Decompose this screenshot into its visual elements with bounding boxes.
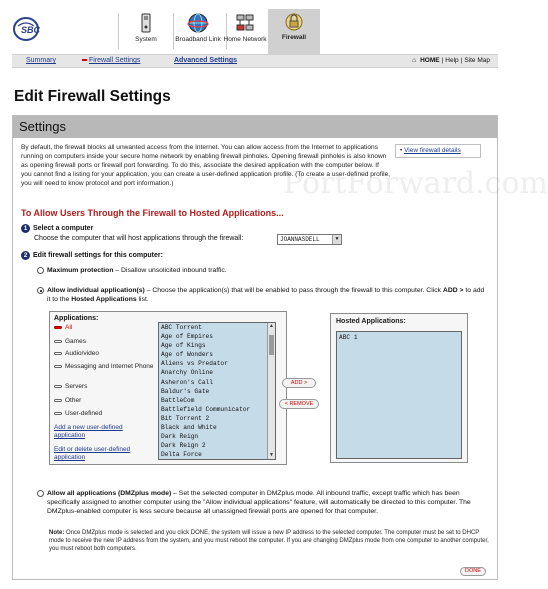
dmzplus-radio[interactable] — [37, 490, 44, 497]
category-audio-video[interactable]: Audio/video — [54, 350, 99, 358]
hosted-applications-title: Hosted Applications: — [336, 318, 406, 325]
list-item[interactable]: Aliens vs Predator — [161, 360, 228, 368]
view-firewall-details-link[interactable]: View firewall details — [404, 147, 461, 154]
page-title: Edit Firewall Settings — [14, 88, 171, 105]
list-item[interactable]: ABC 1 — [339, 334, 358, 341]
category-games[interactable]: Games — [54, 338, 86, 346]
list-item[interactable]: BattleCom — [161, 396, 195, 404]
intro-text: By default, the firewall blocks all unwanted access from the Internet. You can allow access from the Internet to applications running on computers inside your secure home network by enabling firewall pinholes. Opening firewall pinholes is also known as opening firewall ports or firewall port forwarding. To do this, associate the desired application with the computer below. If you cannot find a listing for your application, you can create a user-defined application profile. (To create a user-defined profile, you will need to know protocol and port information.) — [21, 144, 391, 187]
advanced-settings-link[interactable]: Advanced Settings — [174, 57, 238, 64]
home-link[interactable]: HOME — [420, 57, 440, 64]
category-pill-icon — [54, 326, 62, 329]
globe-icon — [187, 12, 209, 34]
sbc-logo — [12, 14, 58, 44]
add-user-defined-link[interactable]: Add a new user-defined application — [54, 424, 123, 439]
dmzplus-note: Note: Once DMZplus mode is selected and you click DONE, the system will issue a new IP address to the selected computer. The computer must be set to DHCP mode to receive the new IP address from the system, and you must reboot the computer. If you are changing DMZplus mode from one computer to another computer, you must reboot both computers. — [49, 530, 489, 552]
tab-firewall[interactable] — [268, 9, 320, 54]
tab-home-network[interactable] — [219, 11, 271, 53]
chevron-down-icon: ▼ — [332, 235, 341, 244]
list-item[interactable]: Asheron's Call — [161, 378, 213, 386]
step-2-badge: 2 — [21, 251, 30, 260]
scrollbar-thumb[interactable] — [269, 335, 274, 355]
list-item[interactable]: Anarchy Online — [161, 369, 213, 377]
category-pill-icon — [54, 340, 62, 343]
category-pill-icon — [54, 352, 62, 355]
list-item[interactable]: Dark Reign 2 — [161, 442, 206, 450]
bullet-icon: • — [400, 147, 405, 154]
tab-system[interactable] — [120, 11, 172, 53]
list-item[interactable]: Black and White — [161, 424, 217, 432]
summary-link[interactable]: Summary — [26, 57, 56, 64]
done-button[interactable]: DONE — [460, 567, 486, 576]
category-pill-icon — [54, 365, 62, 368]
scroll-up-icon[interactable]: ▲ — [269, 323, 274, 329]
list-item[interactable]: Baldur's Gate — [161, 387, 210, 395]
computer-select[interactable] — [277, 234, 342, 245]
scroll-down-icon[interactable]: ▼ — [269, 452, 274, 458]
list-item[interactable]: Age of Kings — [161, 342, 206, 350]
tab-firewall-label: Firewall — [281, 34, 307, 41]
list-item[interactable]: Bit Torrent 2 — [161, 414, 210, 422]
step-1-badge: 1 — [21, 224, 30, 233]
panel-title: Settings — [13, 116, 497, 138]
category-other[interactable]: Other — [54, 397, 81, 405]
step-1-title: Select a computer — [33, 225, 94, 232]
list-item[interactable]: Age of Empires — [161, 333, 213, 341]
tab-broadband-label: Broadband Link — [175, 36, 221, 43]
list-item[interactable]: Age of Wonders — [161, 351, 213, 359]
tab-home-network-label: Home Network — [223, 36, 267, 43]
add-button[interactable]: ADD > — [282, 378, 316, 388]
nav-divider — [118, 13, 119, 49]
category-messaging[interactable]: Messaging and Internet Phone — [54, 363, 154, 371]
home-icon: ⌂ — [412, 57, 417, 64]
list-item[interactable]: Delta Force — [161, 451, 202, 459]
edit-user-defined-link[interactable]: Edit or delete user-defined application — [54, 446, 131, 461]
category-pill-icon — [54, 399, 62, 402]
logo-text: SBC — [21, 25, 41, 35]
category-user-defined[interactable]: User-defined — [54, 410, 102, 418]
list-item[interactable]: ABC Torrent — [161, 324, 202, 331]
watermark: PortForward.com — [283, 166, 548, 201]
list-item[interactable]: Dark Reign — [161, 433, 199, 441]
step-1-text: Choose the computer that will host applications through the firewall: — [34, 235, 244, 242]
network-icon — [234, 12, 256, 34]
hosted-applications-list[interactable] — [336, 331, 462, 459]
applications-scrollbar[interactable] — [267, 323, 275, 459]
current-page-marker — [82, 59, 87, 61]
sub-navigation — [12, 54, 498, 68]
lock-icon — [283, 10, 305, 32]
remove-button[interactable]: < REMOVE — [279, 399, 319, 409]
section-heading: To Allow Users Through the Firewall to Hosted Applications... — [21, 208, 284, 218]
max-protection-label: Maximum protection – Disallow unsolicited inbound traffic. — [47, 267, 227, 274]
tab-system-label: System — [135, 36, 157, 43]
category-pill-icon — [54, 412, 62, 415]
firewall-settings-label: Firewall Settings — [89, 57, 141, 64]
applications-list[interactable] — [158, 322, 276, 460]
allow-individual-radio[interactable] — [37, 287, 44, 294]
step-2-title: Edit firewall settings for this computer: — [33, 252, 163, 259]
category-pill-icon — [54, 385, 62, 388]
phone-icon — [135, 12, 157, 34]
max-protection-radio[interactable] — [37, 267, 44, 274]
computer-select-value: JOANNASDELL — [280, 236, 320, 243]
step-1-heading — [21, 224, 93, 233]
category-all[interactable]: All — [54, 324, 72, 332]
site-map-link[interactable]: Site Map — [464, 57, 490, 64]
firewall-settings-link[interactable] — [82, 57, 140, 64]
applications-box — [49, 311, 287, 465]
allow-individual-label: Allow individual application(s) – Choose the application(s) that will be enabled to pass through the firewall to this computer. Click ADD > to add it to the Hosted Applications list. — [47, 287, 485, 303]
settings-panel — [12, 115, 548, 580]
hosted-applications-box — [330, 313, 468, 463]
applications-title: Applications: — [54, 315, 99, 322]
dmzplus-label: Allow all applications (DMZplus mode) – Set the selected computer in DMZplus mode. All inbound traffic, except traffic which has been specifically assigned to another computer using the "Allow individual applications" feature, will automatically be directed to this computer. The DMZplus-enabled computer is less secure because all unassigned firewall ports are opened for that computer. — [47, 490, 471, 515]
view-details-box — [395, 144, 481, 158]
list-item[interactable]: Battlefield Communicator — [161, 405, 251, 413]
category-servers[interactable]: Servers — [54, 383, 87, 391]
help-link[interactable]: Help — [445, 57, 459, 64]
tab-broadband-link[interactable] — [172, 11, 224, 53]
utility-links: ⌂ HOME | Help | Site Map — [412, 57, 490, 64]
step-2-heading — [21, 251, 163, 260]
